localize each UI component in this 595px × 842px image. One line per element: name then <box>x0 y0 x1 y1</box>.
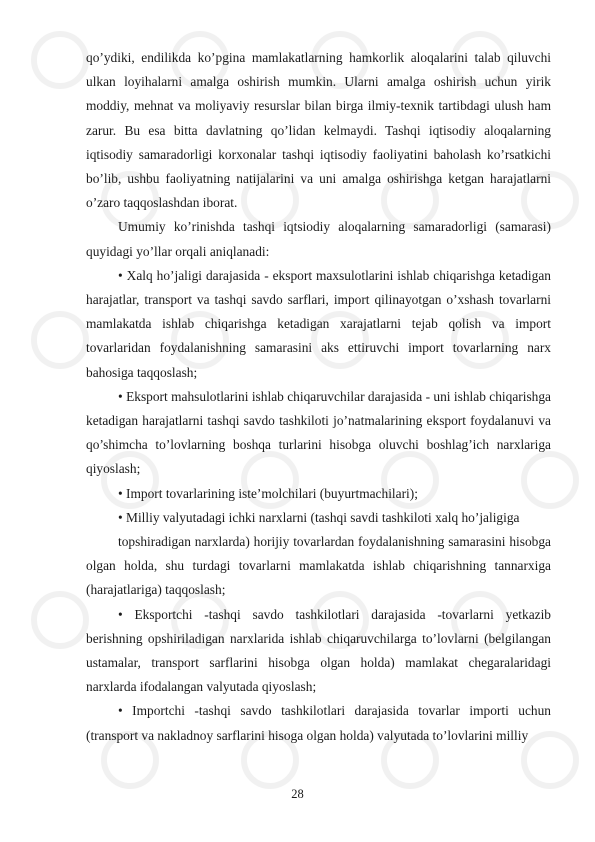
paragraph-1: qo’ydiki, endilikda ko’pgina mamlakatlarning hamkorlik aloqalarini talab qiluvchi ulkan loyihalarni amalga oshirish mumkin. Ularni amalga oshirish uchun yirik moddiy, mehnat va moliyaviy resurslar bilan birga ilmiy-texnik tartibdagi ulush ham zarur. Bu esa bitta davlatning qo’lidan kelmaydi. Tashqi iqtisodiy aloqalarning iqtisodiy samaradorligi korxonalar tashqi iqtisodiy faoliyatini baholash ko’rsatkichi bo’lib, ushbu faoliyatning natijalarini va uni amalga oshirishga ketgan harajatlarni o’zaro taqqoslashdan iborat. <box>86 50 551 211</box>
paragraph-2: Umumiy ko’rinishda tashqi iqtsiodiy aloqalarning samaradorligi (samarasi) quyidagi yo’llar orqali aniqlanadi: <box>86 219 551 259</box>
bullet-milliy-valyuta: • Milliy valyutadagi ichki narxlarni (tashqi savdi tashkiloti xalq ho’jaligiga <box>118 509 520 525</box>
page-number: 28 <box>291 787 304 801</box>
bullet-eksport: • Eksport mahsulotlarini ishlab chiqaruvchilar darajasida - uni ishlab chiqarishga ketadigan harajatlarni tashqi savdo tashkiloti jo’natmalarining eksport foydalanuvi va qo’shimcha to’lovlarning boshqa turlarini hisobga oluvchi boshlag’ich narxlariga qiyoslash; <box>86 388 551 477</box>
bullet-importchi: • Importchi -tashqi savdo tashkilotlari darajasida tovarlar importi uchun (transport va nakladnoy sarflarini hisoga olgan holda) valyutada to’lovlarini milliy <box>86 703 551 743</box>
body-text <box>86 46 551 748</box>
paragraph-continuation: topshiradigan narxlarda) horijiy tovarlardan foydalanishning samarasini hisobga olgan holda, shu turdagi tovarlarni mamlakatda ishlab chiqarishning tannarxiga (harajatlariga) taqqoslash; <box>86 534 551 598</box>
bullet-import-istemolchilari: • Import tovarlarining iste’molchilari (buyurtmachilari); <box>118 485 418 501</box>
bullet-eksportchi: • Eksportchi -tashqi savdo tashkilotlari darajasida -tovarlarni yetkazib berishning opshiriladigan narxlarida ishlab chiqaruvchilarga to’lovlarni (belgilangan ustamalar, transport sarflarini hisobga olgan holda) mamlakat chegaralaridagi narxlarda ifodalangan valyutada qiyoslash; <box>86 606 551 695</box>
bullet-xalq-hojaligi: • Xalq ho’jaligi darajasida - eksport maxsulotlarini ishlab chiqarishga ketadigan harajatlar, transport va tashqi savdo sarflari, import qilinayotgan o’xshash tovarlarni mamlakatda ishlab chiqarishga ketadigan xarajatlarni tejab qolish va import tovarlaridan foydalanishning samarasini aks ettiruvchi import tovarlarning narx bahosiga taqqoslash; <box>86 267 551 380</box>
